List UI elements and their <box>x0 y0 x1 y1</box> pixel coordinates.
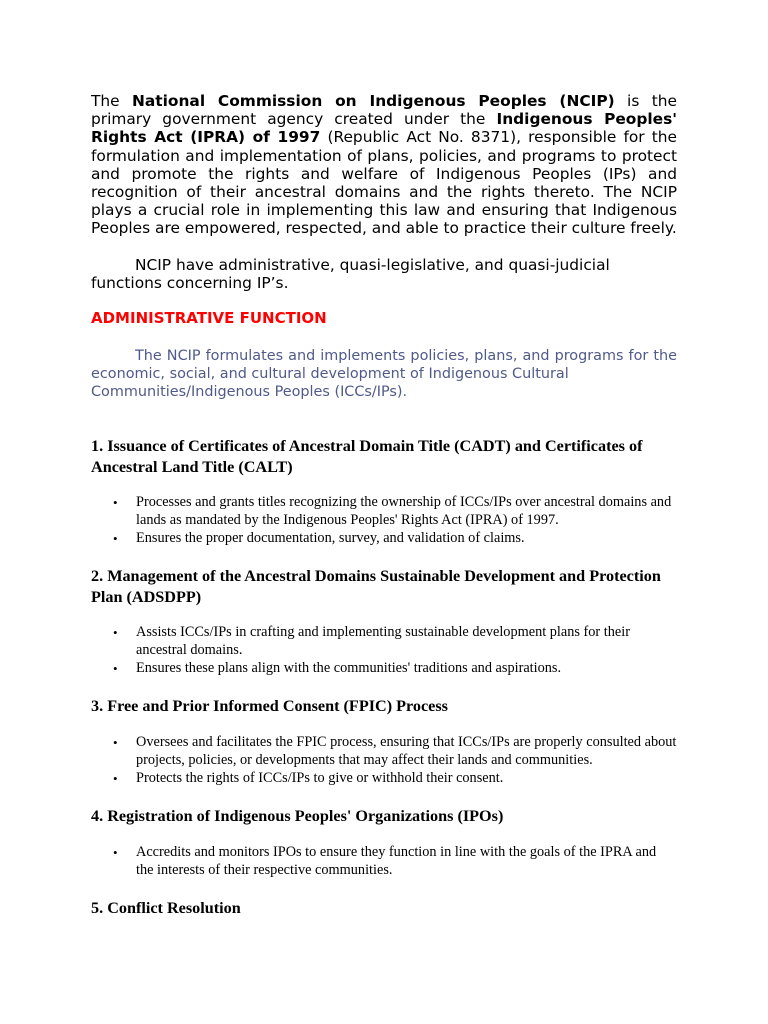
section-1-title: 1. Issuance of Certificates of Ancestral Domain Title (CADT) and Certificates of Ancestral Land Title (CALT) <box>91 437 643 476</box>
list-item: • Processes and grants titles recognizing the ownership of ICCs/IPs over ancestral domains and lands as mandated by the Indigenous Peoples' Rights Act (IPRA) of 1997. <box>91 494 677 530</box>
list-item: • Ensures these plans align with the communities' traditions and aspirations. <box>91 660 677 678</box>
section-1-bullets <box>91 494 677 547</box>
list-item: • Assists ICCs/IPs in crafting and implementing sustainable development plans for their ancestral domains. <box>91 624 677 660</box>
section-5-title: 5. Conflict Resolution <box>91 899 241 917</box>
ipra-name-bold: Indigenous Peoples' Rights Act (IPRA) of 1997 <box>91 110 677 147</box>
list-item: • Oversees and facilitates the FPIC process, ensuring that ICCs/IPs are properly consulted about projects, policies, or developments that may affect their lands and communities. <box>91 734 677 770</box>
section-2-title: 2. Management of the Ancestral Domains Sustainable Development and Protection Plan (ADSDPP) <box>91 567 661 606</box>
list-item: • Ensures the proper documentation, survey, and validation of claims. <box>91 530 677 548</box>
list-item: • Protects the rights of ICCs/IPs to give or withhold their consent. <box>91 770 677 788</box>
admin-desc-part2: Communities/Indigenous Peoples (ICCs/IPs). <box>91 384 408 400</box>
section-4-title: 4. Registration of Indigenous Peoples' Organizations (IPOs) <box>91 807 504 825</box>
section-3-title: 3. Free and Prior Informed Consent (FPIC) Process <box>91 697 448 715</box>
section-2-bullets <box>91 624 677 677</box>
list-item: • Accredits and monitors IPOs to ensure they function in line with the goals of the IPRA and the interests of their respective communities. <box>91 844 677 880</box>
administrative-function-heading: ADMINISTRATIVE FUNCTION <box>91 309 327 327</box>
admin-desc-part1: The NCIP formulates and implements policies, plans, and programs for the economic, social, and cultural development of Indigenous Cultural <box>91 348 677 382</box>
section-3-bullets <box>91 734 677 787</box>
section-4-bullets <box>91 844 677 880</box>
ncip-name-bold: National Commission on Indigenous Peoples (NCIP) <box>132 92 615 110</box>
intro-text-3: (Republic Act No. 8371), responsible for the formulation and implementation of plans, policies, and programs to protect and promote the rights and welfare of Indigenous Peoples (IPs) and recognition of their ancestral domains and the rights thereto. The NCIP plays a crucial role in implementing this law and ensuring that Indigenous Peoples are empowered, respected, and able to practice their culture freely. <box>91 128 678 238</box>
intro-text-2: is the primary government agency created under the <box>91 92 677 129</box>
functions-paragraph: NCIP have administrative, quasi-legislative, and quasi-judicial functions concerning IP’s. <box>91 256 610 293</box>
intro-text-1: The <box>91 92 132 110</box>
intro-paragraph <box>91 92 677 238</box>
administrative-function-description <box>91 347 677 401</box>
